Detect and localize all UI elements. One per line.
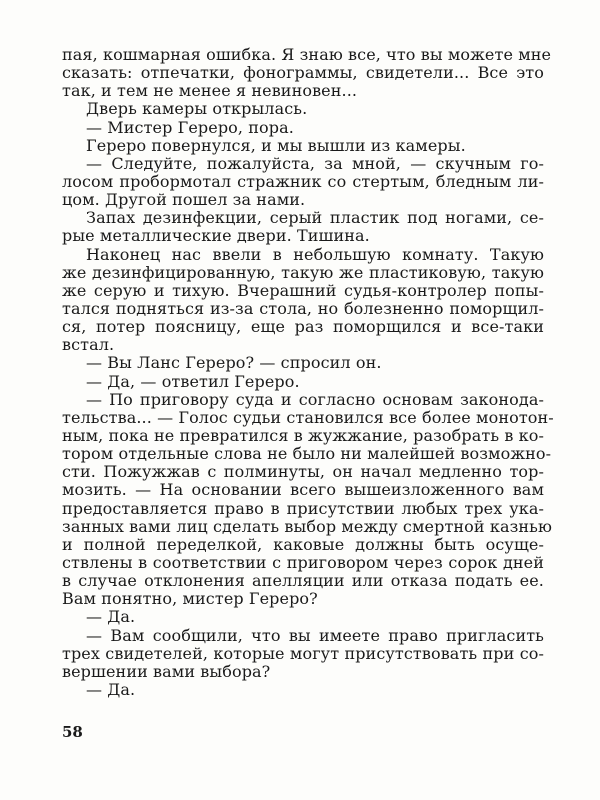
text-line: Гереро повернулся, и мы вышли из камеры.: [86, 135, 466, 155]
text-line: лосом пробормотал стражник со стертым, бледным ли-: [62, 171, 544, 191]
text-line: трех свидетелей, которые могут присутствовать при со-: [62, 643, 544, 663]
text-line: мозить. — На основании всего вышеизложенного вам: [62, 480, 544, 500]
text-line: ствлены в соответствии с приговором через сорок дней: [62, 552, 544, 572]
text-line: тельства... — Голос судьи становился все более монотон-: [62, 407, 554, 427]
text-line: Дверь камеры открылась.: [86, 99, 308, 119]
text-line: Наконец нас ввели в небольшую комнату. Такую: [86, 244, 544, 264]
text-line: — Да, — ответил Гереро.: [86, 371, 300, 391]
text-line: так, и тем не менее я невиновен...: [62, 81, 358, 101]
text-line: цом. Другой пошел за нами.: [62, 190, 306, 210]
text-line: — Мистер Гереро, пора.: [86, 117, 294, 137]
text-line: вершении вами выбора?: [62, 661, 271, 681]
text-line: пая, кошмарная ошибка. Я знаю все, что вы можете мне: [62, 45, 552, 64]
body-text: [62, 45, 554, 699]
text-line: занных вами лиц сделать выбор между смертной казнью: [62, 516, 553, 536]
text-line: — Следуйте, пожалуйста, за мной, — скучным го-: [86, 153, 544, 173]
text-line: же серую и тихую. Вчерашний судья-контролер попы-: [62, 280, 544, 300]
page-number: 58: [62, 723, 83, 741]
text-line: тался подняться из-за стола, но болезненно поморщил-: [62, 298, 544, 318]
text-line: в случае отклонения апелляции или отказа подать ее.: [62, 571, 544, 591]
text-line: рые металлические двери. Тишина.: [62, 226, 370, 246]
text-line: ным, пока не превратился в жужжание, разобрать в ко-: [62, 425, 544, 445]
text-line: встал.: [62, 335, 115, 355]
text-line: сти. Пожужжав с полминуты, он начал медленно тор-: [62, 462, 544, 482]
text-line: — Да.: [86, 607, 136, 627]
text-line: и полной переделкой, каковые должны быть осуще-: [62, 534, 544, 554]
text-line: — Вы Ланс Гереро? — спросил он.: [86, 353, 382, 373]
text-line: Запах дезинфекции, серый пластик под ногами, се-: [86, 208, 544, 228]
text-line: — Да.: [86, 679, 136, 699]
text-line: — По приговору суда и согласно основам законода-: [86, 389, 544, 409]
text-line: Вам понятно, мистер Гереро?: [62, 589, 318, 609]
text-line: тором отдельные слова не было ни малейшей возможно-: [62, 444, 552, 464]
text-line: же дезинфицированную, такую же пластиковую, такую: [62, 262, 544, 282]
text-line: предоставляется право в присутствии любых трех ука-: [62, 498, 544, 518]
text-line: — Вам сообщили, что вы имеете право пригласить: [86, 625, 544, 645]
text-line: ся, потер поясницу, еще раз поморщился и все-таки: [62, 317, 544, 337]
text-line: сказать: отпечатки, фонограммы, свидетели... Все это: [62, 63, 544, 83]
